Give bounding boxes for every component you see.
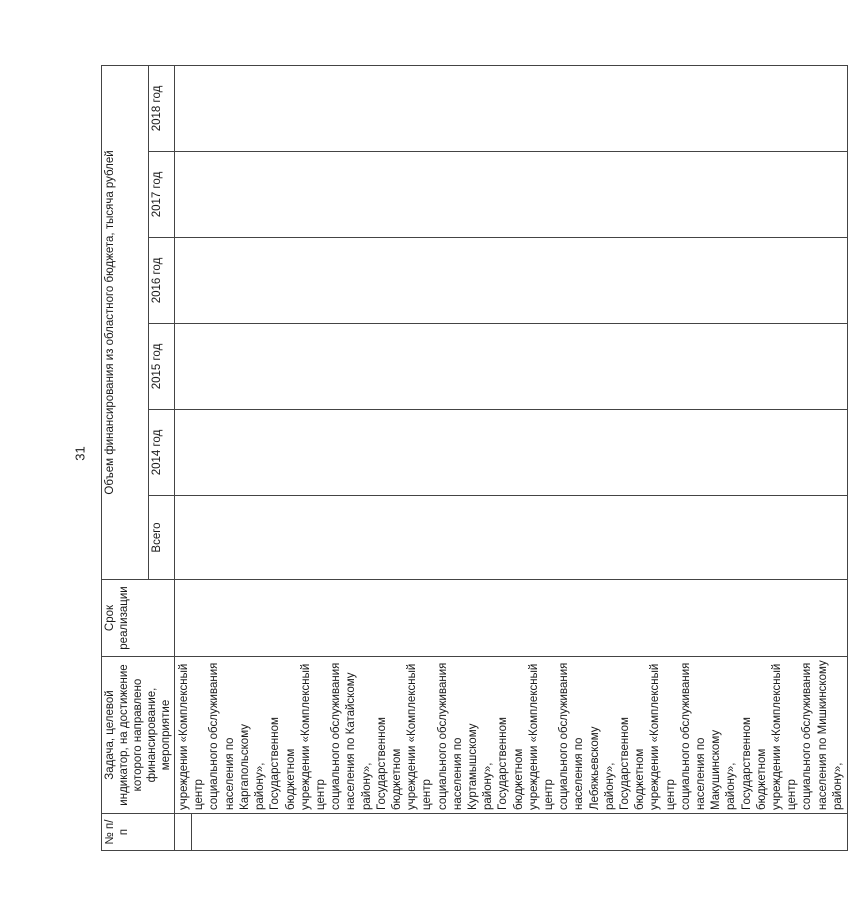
header-col-2015: 2015 год <box>149 324 175 410</box>
body-total <box>175 496 848 580</box>
header-funding: Объем финансирования из областного бюджета, тысяча рублей <box>102 65 149 579</box>
header-task: Задача, целевой индикатор, на достижение которого направлено финансирование, мероприятие <box>102 657 175 814</box>
body-2014 <box>175 410 848 496</box>
body-task-text: учреждении «Комплексный центр социального обслуживания населения по Каргапольскому району», Государственном бюджетном учреждении «Комплексный центр социального обслуживания населения по Катайскому району», Государственном бюджетном учреждении «Комплексный центр социального обслуживания населения по Куртамышскому району», Государственном бюджетном учреждении «Комплексный центр социального обслуживания населения по Лебяжьевскому району», Государственном бюджетном учреждении «Комплексный центр социального обслуживания населения по Макушинскому району», Государственном бюджетном учреждении «Комплексный центр социального обслуживания населения по Мишкинскому району», <box>175 657 848 814</box>
body-2018 <box>175 65 848 151</box>
body-2016 <box>175 238 848 324</box>
header-col-2016: 2016 год <box>149 238 175 324</box>
header-term: Срок реализации <box>102 580 175 657</box>
body-2015 <box>175 324 848 410</box>
rotated-table-container <box>101 70 844 851</box>
header-col-2014: 2014 год <box>149 410 175 496</box>
header-col-total: Всего <box>149 496 175 580</box>
body-term <box>175 580 848 657</box>
header-col-2018: 2018 год <box>149 65 175 151</box>
body-num <box>175 814 192 851</box>
financing-table <box>101 65 848 851</box>
page-number: 31 <box>72 446 88 461</box>
header-col-2017: 2017 год <box>149 152 175 238</box>
header-num: № п/п <box>102 814 175 851</box>
body-num-cont <box>192 814 848 851</box>
body-2017 <box>175 152 848 238</box>
